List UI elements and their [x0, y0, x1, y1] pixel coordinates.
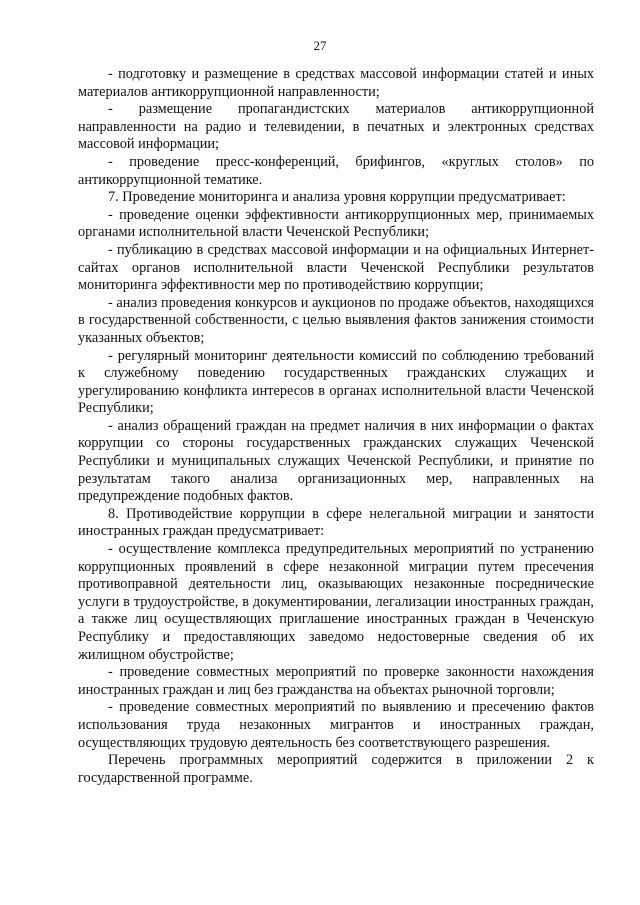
paragraph-auction-analysis: - анализ проведения конкурсов и аукционов по продаже объектов, находящихся в государственной собственности, с целью выявления фактов занижения стоимости указанных объектов;	[78, 294, 594, 346]
paragraph-preventive-measures: - осуществление комплекса предупредительных мероприятий по устранению коррупционных проявлений в сфере незаконной миграции путем пресечения противоправной деятельности лиц, оказывающих незаконные посреднические услуги в трудоустройстве, в документировании, легализации иностранных граждан, а также лиц осуществляющих приглашение иностранных граждан в Чеченскую Республику и предоставляющих заведомо недостоверные сведения об их жилищном обустройстве;	[78, 541, 594, 663]
paragraph-monitoring-publication: - публикацию в средствах массовой информации и на официальных Интернет-сайтах органов исполнительной власти Чеченской Республики результатов мониторинга эффективности мер по противодействию коррупции;	[78, 241, 594, 294]
paragraph-commission-monitoring: - регулярный мониторинг деятельности комиссий по соблюдению требований к служебному поведению государственных гражданских служащих и урегулированию конфликта интересов в органах исполнительной власти Чеченской Республики;	[78, 347, 594, 417]
paragraph-propaganda-materials: - размещение пропагандистских материалов антикоррупционной направленности на радио и телевидении, в печатных и электронных средствах массовой информации;	[78, 101, 594, 153]
paragraph-legality-checks: - проведение совместных мероприятий по проверке законности нахождения иностранных граждан и лиц без гражданства на объектах рыночной торговли;	[78, 664, 594, 698]
paragraph-citizen-appeals: - анализ обращений граждан на предмет наличия в них информации о фактах коррупции со стороны государственных гражданских служащих Чеченской Республики и муниципальных служащих Чеченской Республики, и принятие по результатам такого анализа организационных мер, направленных на предупреждение подобных фактов.	[78, 417, 594, 505]
paragraph-media-publication: - подготовку и размещение в средствах массовой информации статей и иных материалов антикоррупционной направленности;	[78, 66, 594, 100]
paragraph-press-conferences: - проведение пресс-конференций, брифингов, «круглых столов» по антикоррупционной тематике.	[78, 153, 594, 188]
paragraph-illegal-labor: - проведение совместных мероприятий по выявлению и пресечению фактов использования труда незаконных мигрантов и иностранных граждан, осуществляющих трудовую деятельность без соответствующего разрешения.	[78, 699, 594, 751]
paragraph-efficiency-assessment: - проведение оценки эффективности антикоррупционных мер, принимаемых органами исполнительной власти Чеченской Республики;	[78, 206, 594, 241]
paragraph-section-7-heading: 7. Проведение мониторинга и анализа уровня коррупции предусматривает:	[108, 189, 566, 206]
page-number: 27	[313, 38, 327, 53]
paragraph-section-8-heading: 8. Противодействие коррупции в сфере нелегальной миграции и занятости иностранных граждан предусматривает:	[78, 505, 594, 540]
document-body	[78, 66, 594, 787]
paragraph-appendix-reference: Перечень программных мероприятий содержится в приложении 2 к государственной программе.	[78, 752, 594, 786]
